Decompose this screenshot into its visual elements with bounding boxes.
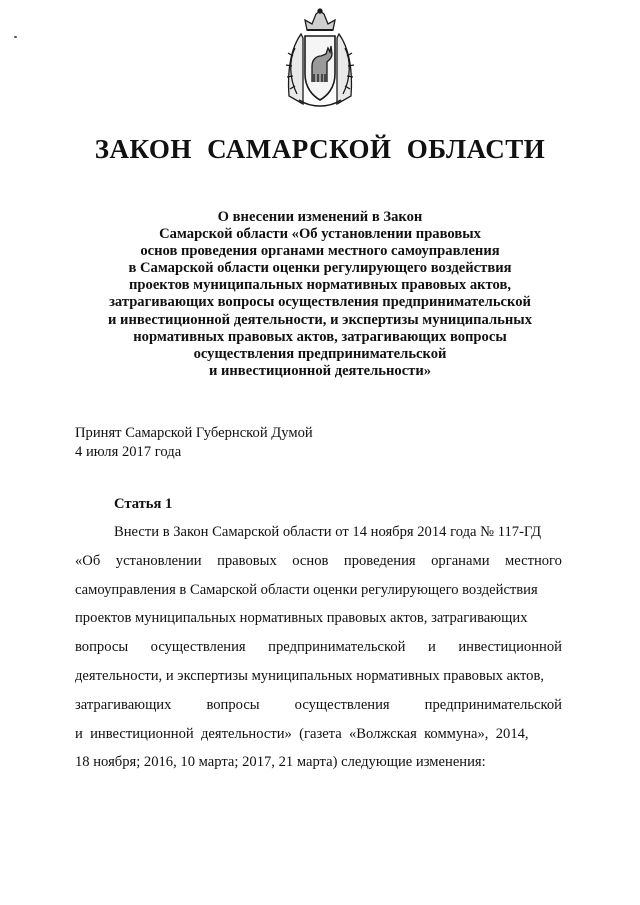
adoption-date: 4 июля 2017 года: [75, 444, 182, 460]
word: затрагивающих: [75, 696, 172, 713]
article-line-justified: [75, 691, 562, 720]
word: установлении: [115, 552, 202, 569]
subtitle-line: нормативных правовых актов, затрагивающих вопросы: [133, 328, 507, 345]
adoption-note: [75, 424, 313, 462]
coat-of-arms-icon: [281, 8, 359, 110]
subtitle-line: О внесении изменений в Закон: [217, 209, 423, 225]
subtitle-line: Самарской области «Об установлении правовых: [159, 226, 481, 243]
word: основ: [292, 552, 329, 569]
law-title: ЗАКОН САМАРСКОЙ ОБЛАСТИ: [94, 134, 546, 164]
article-line: проектов муниципальных нормативных правовых актов, затрагивающих: [75, 610, 528, 627]
law-subtitle: [60, 209, 580, 380]
word: осуществления: [294, 696, 390, 713]
article-line-justified: [75, 547, 562, 576]
word: и: [428, 639, 436, 656]
word: предпринимательской: [424, 696, 562, 713]
scan-speck: [14, 36, 17, 38]
article-body: [75, 518, 562, 777]
word: предпринимательской: [268, 639, 406, 656]
article-line: деятельности, и экспертизы муниципальных нормативных правовых актов,: [75, 667, 545, 684]
article-line: 18 ноября; 2016, 10 марта; 2017, 21 марта) следующие изменения:: [75, 754, 486, 771]
subtitle-line: и инвестиционной деятельности»: [208, 362, 432, 379]
article-line-justified: [75, 633, 562, 662]
word: правовых: [217, 552, 277, 569]
article-line: Внести в Закон Самарской области от 14 ноября 2014 года № 117-ГД: [114, 524, 542, 540]
word: местного: [505, 552, 562, 569]
word: инвестиционной: [458, 639, 562, 656]
subtitle-line: и инвестиционной деятельности, и экспертизы муниципальных: [107, 311, 532, 328]
subtitle-line: затрагивающих вопросы осуществления предпринимательской: [109, 294, 531, 311]
article-heading: Статья 1: [114, 496, 173, 512]
subtitle-line: осуществления предпринимательской: [193, 345, 447, 362]
word: «Об: [75, 552, 101, 569]
subtitle-line: проектов муниципальных нормативных правовых актов,: [129, 277, 511, 294]
adoption-body: Принят Самарской Губернской Думой: [75, 425, 313, 441]
subtitle-line: основ проведения органами местного самоуправления: [140, 243, 500, 260]
word: осуществления: [150, 639, 246, 656]
word: вопросы: [206, 696, 260, 713]
article-line: и инвестиционной деятельности» (газета «Волжская коммуна», 2014,: [75, 725, 529, 742]
word: вопросы: [75, 639, 129, 656]
subtitle-line: в Самарской области оценки регулирующего воздействия: [128, 260, 512, 277]
word: органами: [431, 552, 490, 569]
article-line: самоуправления в Самарской области оценки регулирующего воздействия: [75, 581, 538, 598]
word: проведения: [343, 552, 416, 569]
